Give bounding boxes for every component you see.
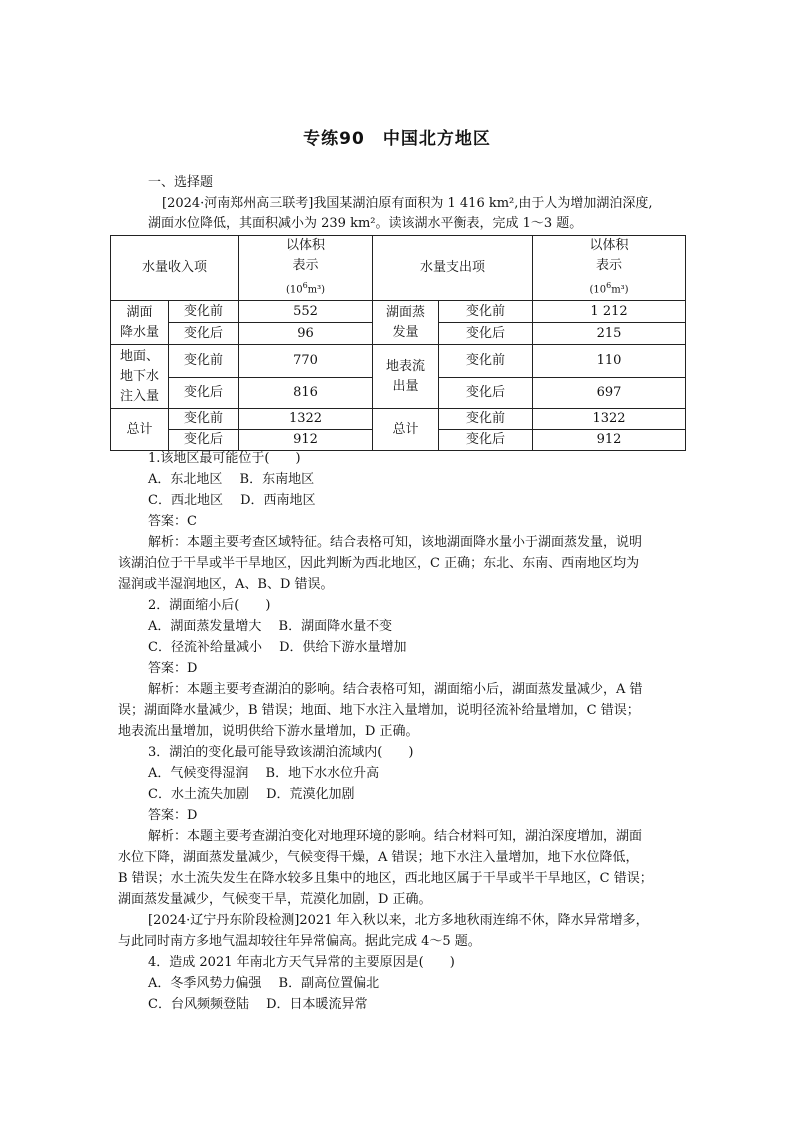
table-cell: 697 (533, 378, 686, 409)
expense-label: 地表流 出量 (373, 345, 439, 409)
volume-header: 以体积 表示 $(10^6m^3)$ (239, 236, 373, 301)
table-cell: 912 (239, 430, 373, 451)
q4-options-1: A．冬季风势力偏强 B．副高位置偏北 (148, 976, 380, 991)
q3-expl-1: 解析：本题主要考查湖泊变化对地理环境的影响。结合材料可知，湖泊深度增加，湖面 (148, 829, 643, 844)
q1-options-2: C．西北地区 D．西南地区 (148, 493, 316, 508)
q3-expl-4: 湖面蒸发量减少，气候变干旱，荒漠化加剧，D 正确。 (118, 892, 432, 907)
q3-expl-2: 水位下降，湖面蒸发量减少，气候变得干燥，A 错误；地下水注入量增加，地下水位降低， (118, 850, 639, 865)
q2-answer: 答案：D (148, 661, 198, 676)
table-cell: 1 212 (533, 301, 686, 323)
stage-label: 变化后 (439, 378, 533, 409)
q1-answer: 答案：C (148, 514, 197, 529)
table-header-row (111, 236, 686, 301)
stage-label: 变化前 (169, 409, 239, 430)
q2-expl-1: 解析：本题主要考查湖泊的影响。结合表格可知，湖面缩小后，湖面蒸发量减少，A 错 (148, 682, 643, 697)
stage-label: 变化前 (169, 301, 239, 323)
volume-header-2: 以体积 表示 $(10^6m^3)$ (533, 236, 686, 301)
table-cell: 215 (533, 323, 686, 345)
q3-expl-3: B 错误；水土流失发生在降水较多且集中的地区，西北地区属于干旱或半干旱地区，C 错误； (118, 871, 653, 886)
table-cell: 552 (239, 301, 373, 323)
q3-options-2: C．水土流失加剧 D．荒漠化加剧 (148, 787, 355, 802)
table-cell: 912 (533, 430, 686, 451)
stage-label: 变化前 (439, 409, 533, 430)
q3-options-1: A．气候变得湿润 B．地下水水位升高 (148, 766, 380, 781)
q1-expl-1: 解析：本题主要考查区域特征。结合表格可知，该地湖面降水量小于湖面蒸发量，说明 (148, 535, 643, 550)
expense-label: 湖面蒸 发量 (373, 301, 439, 345)
stage-label: 变化后 (439, 323, 533, 345)
q1-expl-3: 湿润或半湿润地区，A、B、D 错误。 (118, 577, 334, 592)
stage-label: 变化前 (169, 345, 239, 378)
section-heading: 一、选择题 (148, 175, 214, 190)
stage-label: 变化前 (439, 301, 533, 323)
intro2-line-2: 与此同时南方多地气温却较往年异常偏高。据此完成 4～5 题。 (118, 934, 481, 949)
table-row (111, 301, 686, 323)
q2-options-1: A．湖面蒸发量增大 B．湖面降水量不变 (148, 619, 393, 634)
water-balance-table (110, 235, 686, 451)
income-header: 水量收入项 (111, 236, 239, 301)
table-cell: 1322 (533, 409, 686, 430)
q2-stem: 2．湖面缩小后( ) (148, 598, 271, 613)
stage-label: 变化后 (169, 430, 239, 451)
stage-label: 变化后 (169, 323, 239, 345)
q2-expl-2: 误；湖面降水量减少，B 错误；地面、地下水注入量增加，说明径流补给量增加，C 错误； (118, 703, 640, 718)
stage-label: 变化后 (439, 430, 533, 451)
income-label: 湖面 降水量 (111, 301, 169, 345)
income-label: 地面、 地下水 注入量 (111, 345, 169, 409)
table-row (111, 409, 686, 430)
intro1-line-1: [2024·河南郑州高三联考]我国某湖泊原有面积为 1 416 km²,由于人为增加湖泊深度, (162, 196, 653, 211)
intro1-line-2: 湖面水位降低，其面积减小为 239 km²。读该湖水平衡表，完成 1～3 题。 (148, 216, 583, 231)
q4-stem: 4．造成 2021 年南北方天气异常的主要原因是( ) (148, 955, 455, 970)
expense-label: 总计 (373, 409, 439, 451)
table-cell: 816 (239, 378, 373, 409)
table-cell: 770 (239, 345, 373, 378)
q3-answer: 答案：D (148, 808, 198, 823)
q3-stem: 3．湖泊的变化最可能导致该湖泊流域内( ) (148, 745, 414, 760)
page-title: 专练90 中国北方地区 (303, 129, 491, 149)
table-cell: 110 (533, 345, 686, 378)
stage-label: 变化前 (439, 345, 533, 378)
intro2-line-1: [2024·辽宁丹东阶段检测]2021 年入秋以来，北方多地秋雨连绵不休，降水异常增多， (148, 913, 649, 928)
q2-options-2: C．径流补给量减小 D．供给下游水量增加 (148, 640, 407, 655)
stage-label: 变化后 (169, 378, 239, 409)
q1-expl-2: 该湖泊位于干旱或半干旱地区，因此判断为西北地区，C 正确；东北、东南、西南地区均为 (118, 556, 640, 571)
q1-stem: 1.该地区最可能位于( ) (148, 451, 301, 466)
table-cell: 96 (239, 323, 373, 345)
income-label: 总计 (111, 409, 169, 451)
q2-expl-3: 地表流出量增加，说明供给下游水量增加，D 正确。 (118, 724, 419, 739)
table-cell: 1322 (239, 409, 373, 430)
expense-header: 水量支出项 (373, 236, 533, 301)
q4-options-2: C．台风频频登陆 D．日本暖流异常 (148, 997, 368, 1012)
q1-options-1: A．东北地区 B．东南地区 (148, 472, 315, 487)
table-row (111, 345, 686, 378)
